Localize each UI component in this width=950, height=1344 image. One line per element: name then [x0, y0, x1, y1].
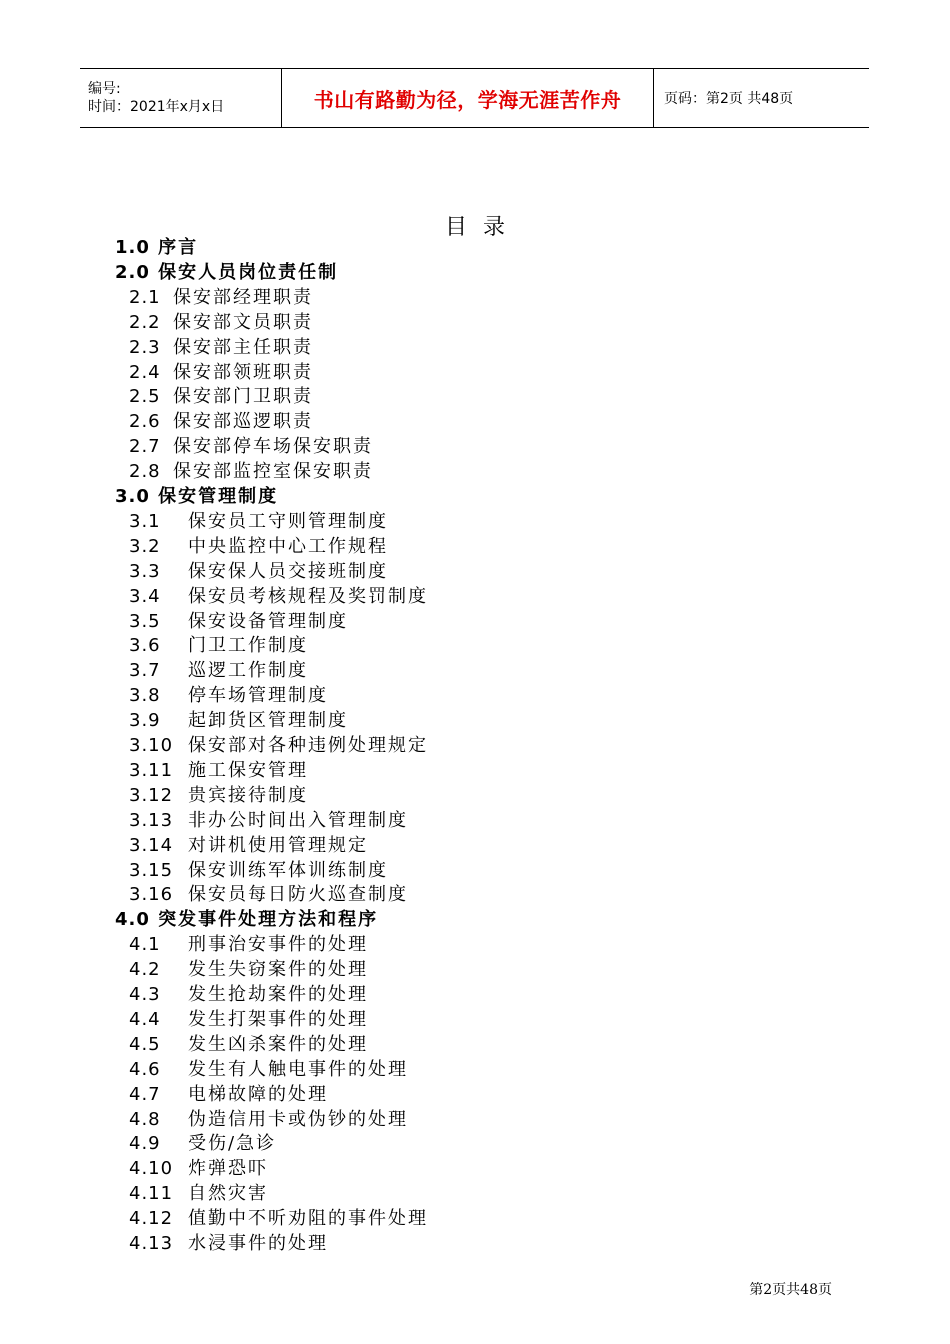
toc-text: 对讲机使用管理规定 [188, 834, 368, 856]
toc-text: 保安训练军体训练制度 [188, 859, 388, 881]
toc-number: 3.1 [129, 510, 161, 532]
toc-item [129, 1132, 276, 1156]
toc-title: 目录 [444, 215, 521, 240]
toc-text: 突发事件处理方法和程序 [158, 909, 379, 931]
toc-item [129, 933, 368, 957]
toc-item [129, 659, 308, 683]
toc-number: 3.11 [129, 759, 174, 781]
toc-text: 保安保人员交接班制度 [188, 560, 388, 582]
toc-text: 贵宾接待制度 [188, 784, 308, 806]
toc-number: 4.2 [129, 959, 161, 981]
toc-number: 2.7 [129, 436, 161, 458]
toc-number: 4.4 [129, 1008, 161, 1030]
toc-number: 4.10 [129, 1158, 174, 1180]
toc-number: 3.3 [129, 560, 161, 582]
toc-number: 4.12 [129, 1208, 174, 1230]
header-page-number: 页码：第2页 共48页 [664, 91, 794, 107]
header-code: 编号: [88, 81, 121, 97]
toc-text: 保安部文员职责 [173, 311, 313, 333]
toc-text: 门卫工作制度 [188, 635, 308, 657]
header-motto-cell [281, 69, 654, 127]
toc-item [129, 684, 328, 708]
toc-text: 保安部监控室保安职责 [173, 461, 373, 483]
toc-item [129, 1108, 408, 1132]
toc-text: 保安员考核规程及奖罚制度 [188, 585, 428, 607]
toc-section [115, 261, 338, 285]
toc-text: 发生有人触电事件的处理 [188, 1058, 408, 1080]
toc-item [129, 1157, 268, 1181]
header-motto: 书山有路勤为径，学海无涯苦作舟 [313, 87, 622, 112]
toc-number: 2.3 [129, 336, 161, 358]
toc-number: 2.2 [129, 311, 161, 333]
toc-text: 保安人员岗位责任制 [158, 261, 339, 283]
toc-section [115, 908, 378, 932]
toc-number: 4.9 [129, 1133, 161, 1155]
toc-item [129, 634, 308, 658]
toc-item [129, 809, 408, 833]
toc-text: 发生失窃案件的处理 [188, 959, 368, 981]
toc-number: 4.1 [129, 934, 161, 956]
toc-number: 3.7 [129, 660, 161, 682]
toc-item [129, 759, 308, 783]
toc-number: 2.4 [129, 361, 161, 383]
toc-text: 保安部对各种违例处理规定 [188, 735, 428, 756]
toc-text: 非办公时间出入管理制度 [188, 809, 408, 831]
toc-item [129, 361, 313, 385]
toc-item [129, 958, 368, 982]
toc-number: 3.0 [115, 486, 150, 507]
toc-number: 1.0 [115, 237, 150, 258]
toc-item [129, 734, 428, 758]
toc-item [129, 883, 408, 907]
toc-item [129, 1182, 268, 1206]
toc-number: 2.5 [129, 386, 161, 408]
toc-number: 3.6 [129, 635, 161, 657]
toc-number: 3.9 [129, 710, 161, 732]
toc-number: 3.2 [129, 535, 161, 557]
toc-number: 4.0 [115, 909, 150, 931]
toc-text: 值勤中不听劝阻的事件处理 [188, 1208, 428, 1230]
toc-item [129, 859, 388, 883]
header-meta [80, 69, 281, 127]
toc-number: 2.6 [129, 411, 161, 433]
toc-number: 3.12 [129, 784, 174, 806]
toc-item [129, 535, 388, 559]
toc-text: 施工保安管理 [188, 759, 308, 781]
toc-text: 电梯故障的处理 [188, 1083, 328, 1105]
toc-text: 巡逻工作制度 [188, 660, 308, 682]
header-time: 时间：2021年x月x日 [88, 99, 225, 115]
footer-page-number: 第2页共48页 [749, 1282, 832, 1298]
toc-text: 停车场管理制度 [188, 685, 328, 707]
toc-number: 4.3 [129, 984, 161, 1005]
toc-item [129, 983, 368, 1007]
toc-item [129, 1058, 408, 1082]
toc-text: 受伤/急诊 [188, 1133, 277, 1155]
toc-number: 3.10 [129, 735, 174, 756]
toc-text: 保安员工守则管理制度 [188, 510, 388, 532]
toc-text: 保安部门卫职责 [173, 386, 313, 408]
toc-text: 发生抢劫案件的处理 [188, 984, 368, 1005]
toc-item [129, 510, 388, 534]
toc-text: 刑事治安事件的处理 [188, 934, 368, 956]
toc-item [129, 585, 428, 609]
toc-number: 4.7 [129, 1083, 161, 1105]
toc-item [129, 336, 313, 360]
toc-number: 2.8 [129, 461, 161, 483]
toc-text: 发生打架事件的处理 [188, 1008, 368, 1030]
toc-text: 保安管理制度 [158, 486, 279, 507]
toc-text: 保安员每日防火巡查制度 [188, 884, 408, 906]
toc-item [129, 286, 313, 310]
toc-item [129, 560, 388, 584]
toc-item [129, 1008, 368, 1032]
toc-text: 水浸事件的处理 [188, 1233, 328, 1254]
toc-item [129, 709, 348, 733]
toc-number: 3.16 [129, 884, 174, 906]
toc-item [129, 385, 313, 409]
header-page-cell [654, 69, 869, 127]
toc-text: 起卸货区管理制度 [188, 710, 348, 732]
toc-number: 2.1 [129, 286, 161, 308]
toc-item [129, 410, 313, 434]
toc-text: 伪造信用卡或伪钞的处理 [188, 1108, 408, 1130]
toc-number: 4.13 [129, 1233, 174, 1254]
toc-number: 4.5 [129, 1033, 161, 1055]
toc-item [129, 435, 373, 459]
toc-text: 保安部主任职责 [173, 336, 313, 358]
toc-number: 3.14 [129, 834, 174, 856]
toc-text: 保安部经理职责 [173, 286, 313, 308]
toc-number: 3.15 [129, 859, 174, 881]
toc-number: 2.0 [115, 261, 150, 283]
toc-item [129, 834, 368, 858]
toc-number: 3.13 [129, 809, 174, 831]
toc-text: 自然灾害 [188, 1183, 268, 1205]
toc-item [129, 784, 308, 808]
toc-item [129, 1033, 368, 1057]
toc-text: 序言 [158, 237, 199, 258]
toc-item [129, 460, 373, 484]
toc-text: 保安部领班职责 [173, 361, 313, 383]
toc-number: 4.8 [129, 1108, 161, 1130]
toc-text: 保安部巡逻职责 [173, 411, 313, 433]
toc-number: 3.8 [129, 685, 161, 707]
toc-number: 3.5 [129, 610, 161, 632]
toc-text: 炸弹恐吓 [188, 1158, 268, 1180]
toc-item [129, 1232, 328, 1256]
toc-section [115, 236, 198, 260]
toc-item [129, 1083, 328, 1107]
toc-number: 4.11 [129, 1183, 174, 1205]
toc-text: 中央监控中心工作规程 [188, 535, 388, 557]
toc-item [129, 1207, 428, 1231]
toc-number: 3.4 [129, 585, 161, 607]
toc-text: 保安部停车场保安职责 [173, 436, 373, 458]
toc-section [115, 485, 278, 509]
toc-item [129, 311, 313, 335]
toc-text: 发生凶杀案件的处理 [188, 1033, 368, 1055]
toc-number: 4.6 [129, 1058, 161, 1080]
toc-text: 保安设备管理制度 [188, 610, 348, 632]
toc-item [129, 610, 348, 634]
page-header [80, 68, 869, 128]
